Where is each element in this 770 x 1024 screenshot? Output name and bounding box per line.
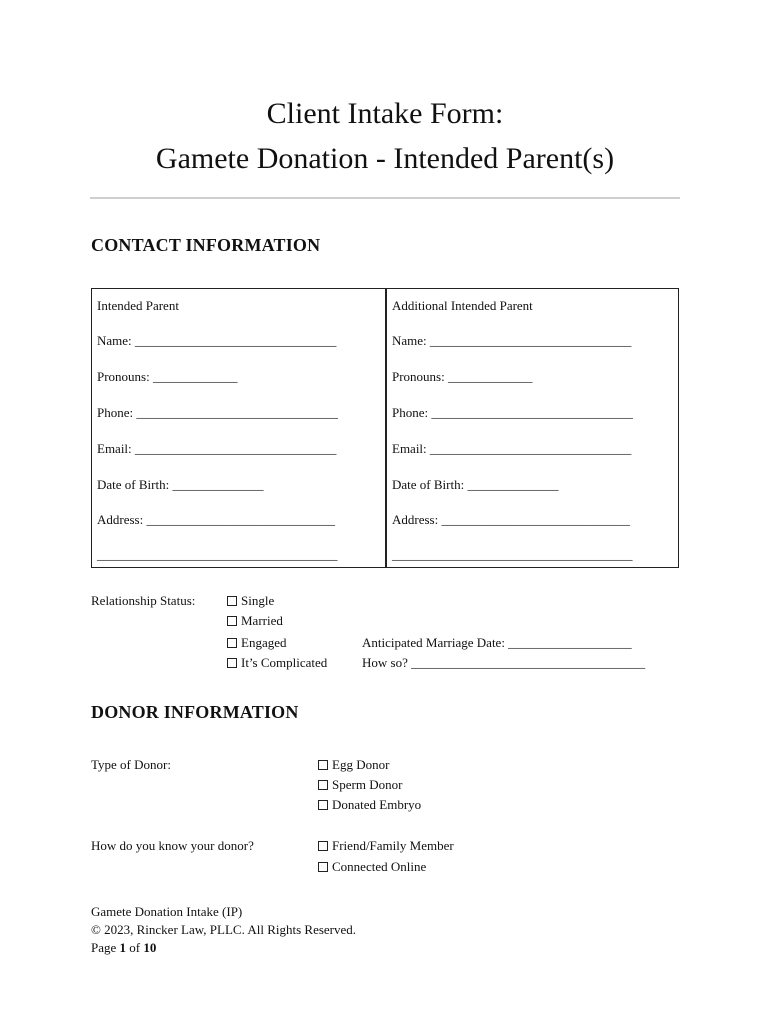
title-divider — [90, 197, 680, 199]
intended-parent-dob-field[interactable]: Date of Birth: ______________ — [97, 477, 264, 492]
checkbox-icon[interactable] — [318, 780, 328, 790]
additional-parent-title: Additional Intended Parent — [392, 298, 533, 313]
intended-parent-column — [92, 289, 382, 567]
checkbox-icon[interactable] — [318, 862, 328, 872]
footer-document-name: Gamete Donation Intake (IP) — [91, 904, 243, 919]
intended-parent-pronouns-field[interactable]: Pronouns: _____________ — [97, 369, 238, 384]
contact-table — [91, 288, 679, 568]
donor-relationship-label: How do you know your donor? — [91, 838, 254, 853]
footer-of-word: of — [126, 940, 144, 955]
intended-parent-phone-field[interactable]: Phone: _______________________________ — [97, 405, 338, 420]
intended-parent-title: Intended Parent — [97, 298, 179, 313]
footer-page-current: 1 — [119, 940, 127, 955]
relationship-option-label: Engaged — [241, 635, 287, 650]
relationship-option-single[interactable] — [227, 593, 274, 609]
relationship-status-label: Relationship Status: — [91, 593, 196, 608]
donor-type-option-label: Sperm Donor — [332, 777, 403, 792]
checkbox-icon[interactable] — [227, 596, 237, 606]
relationship-option-label: It’s Complicated — [241, 655, 328, 670]
donor-known-online[interactable] — [318, 859, 426, 875]
checkbox-icon[interactable] — [318, 800, 328, 810]
donor-type-option-label: Donated Embryo — [332, 797, 422, 812]
relationship-option-engaged[interactable] — [227, 635, 286, 651]
intended-parent-email-field[interactable]: Email: _______________________________ — [97, 441, 337, 456]
donor-type-embryo[interactable] — [318, 797, 421, 813]
additional-parent-dob-field[interactable]: Date of Birth: ______________ — [392, 477, 559, 492]
donor-type-sperm[interactable] — [318, 777, 402, 793]
checkbox-icon[interactable] — [318, 841, 328, 851]
donor-type-option-label: Egg Donor — [332, 757, 390, 772]
form-title-line2: Gamete Donation - Intended Parent(s) — [155, 142, 615, 175]
additional-parent-name-field[interactable]: Name: _______________________________ — [392, 333, 632, 348]
anticipated-marriage-date-field[interactable]: Anticipated Marriage Date: ___________________ — [362, 635, 632, 650]
relationship-option-married[interactable] — [227, 613, 283, 629]
how-so-field[interactable]: How so? ____________________________________ — [362, 655, 646, 670]
donor-type-label: Type of Donor: — [91, 757, 171, 772]
checkbox-icon[interactable] — [318, 760, 328, 770]
form-title-line1: Client Intake Form: — [266, 97, 504, 130]
additional-parent-address-line2[interactable]: _____________________________________ — [392, 547, 633, 562]
donor-known-option-label: Connected Online — [332, 859, 427, 874]
checkbox-icon[interactable] — [227, 616, 237, 626]
additional-parent-pronouns-field[interactable]: Pronouns: _____________ — [392, 369, 533, 384]
intended-parent-name-field[interactable]: Name: _______________________________ — [97, 333, 337, 348]
donor-known-option-label: Friend/Family Member — [332, 838, 454, 853]
footer-page-total: 10 — [143, 940, 157, 955]
additional-parent-address-field[interactable]: Address: _____________________________ — [392, 512, 630, 527]
checkbox-icon[interactable] — [227, 638, 237, 648]
donor-known-friend-family[interactable] — [318, 838, 454, 854]
footer-page-number — [91, 939, 156, 957]
additional-parent-email-field[interactable]: Email: _______________________________ — [392, 441, 632, 456]
relationship-option-label: Single — [241, 593, 275, 608]
intended-parent-address-field[interactable]: Address: _____________________________ — [97, 512, 335, 527]
additional-parent-column — [387, 289, 677, 567]
relationship-option-label: Married — [241, 613, 283, 628]
donor-section-heading: DONOR INFORMATION — [91, 702, 299, 722]
donor-type-egg[interactable] — [318, 757, 389, 773]
contact-section-heading: CONTACT INFORMATION — [91, 235, 321, 255]
checkbox-icon[interactable] — [227, 658, 237, 668]
intended-parent-address-line2[interactable]: _____________________________________ — [97, 547, 338, 562]
additional-parent-phone-field[interactable]: Phone: _______________________________ — [392, 405, 633, 420]
relationship-option-complicated[interactable] — [227, 655, 327, 671]
footer-copyright: © 2023, Rincker Law, PLLC. All Rights Reserved. — [91, 922, 357, 937]
footer-page-word: Page — [91, 940, 120, 955]
